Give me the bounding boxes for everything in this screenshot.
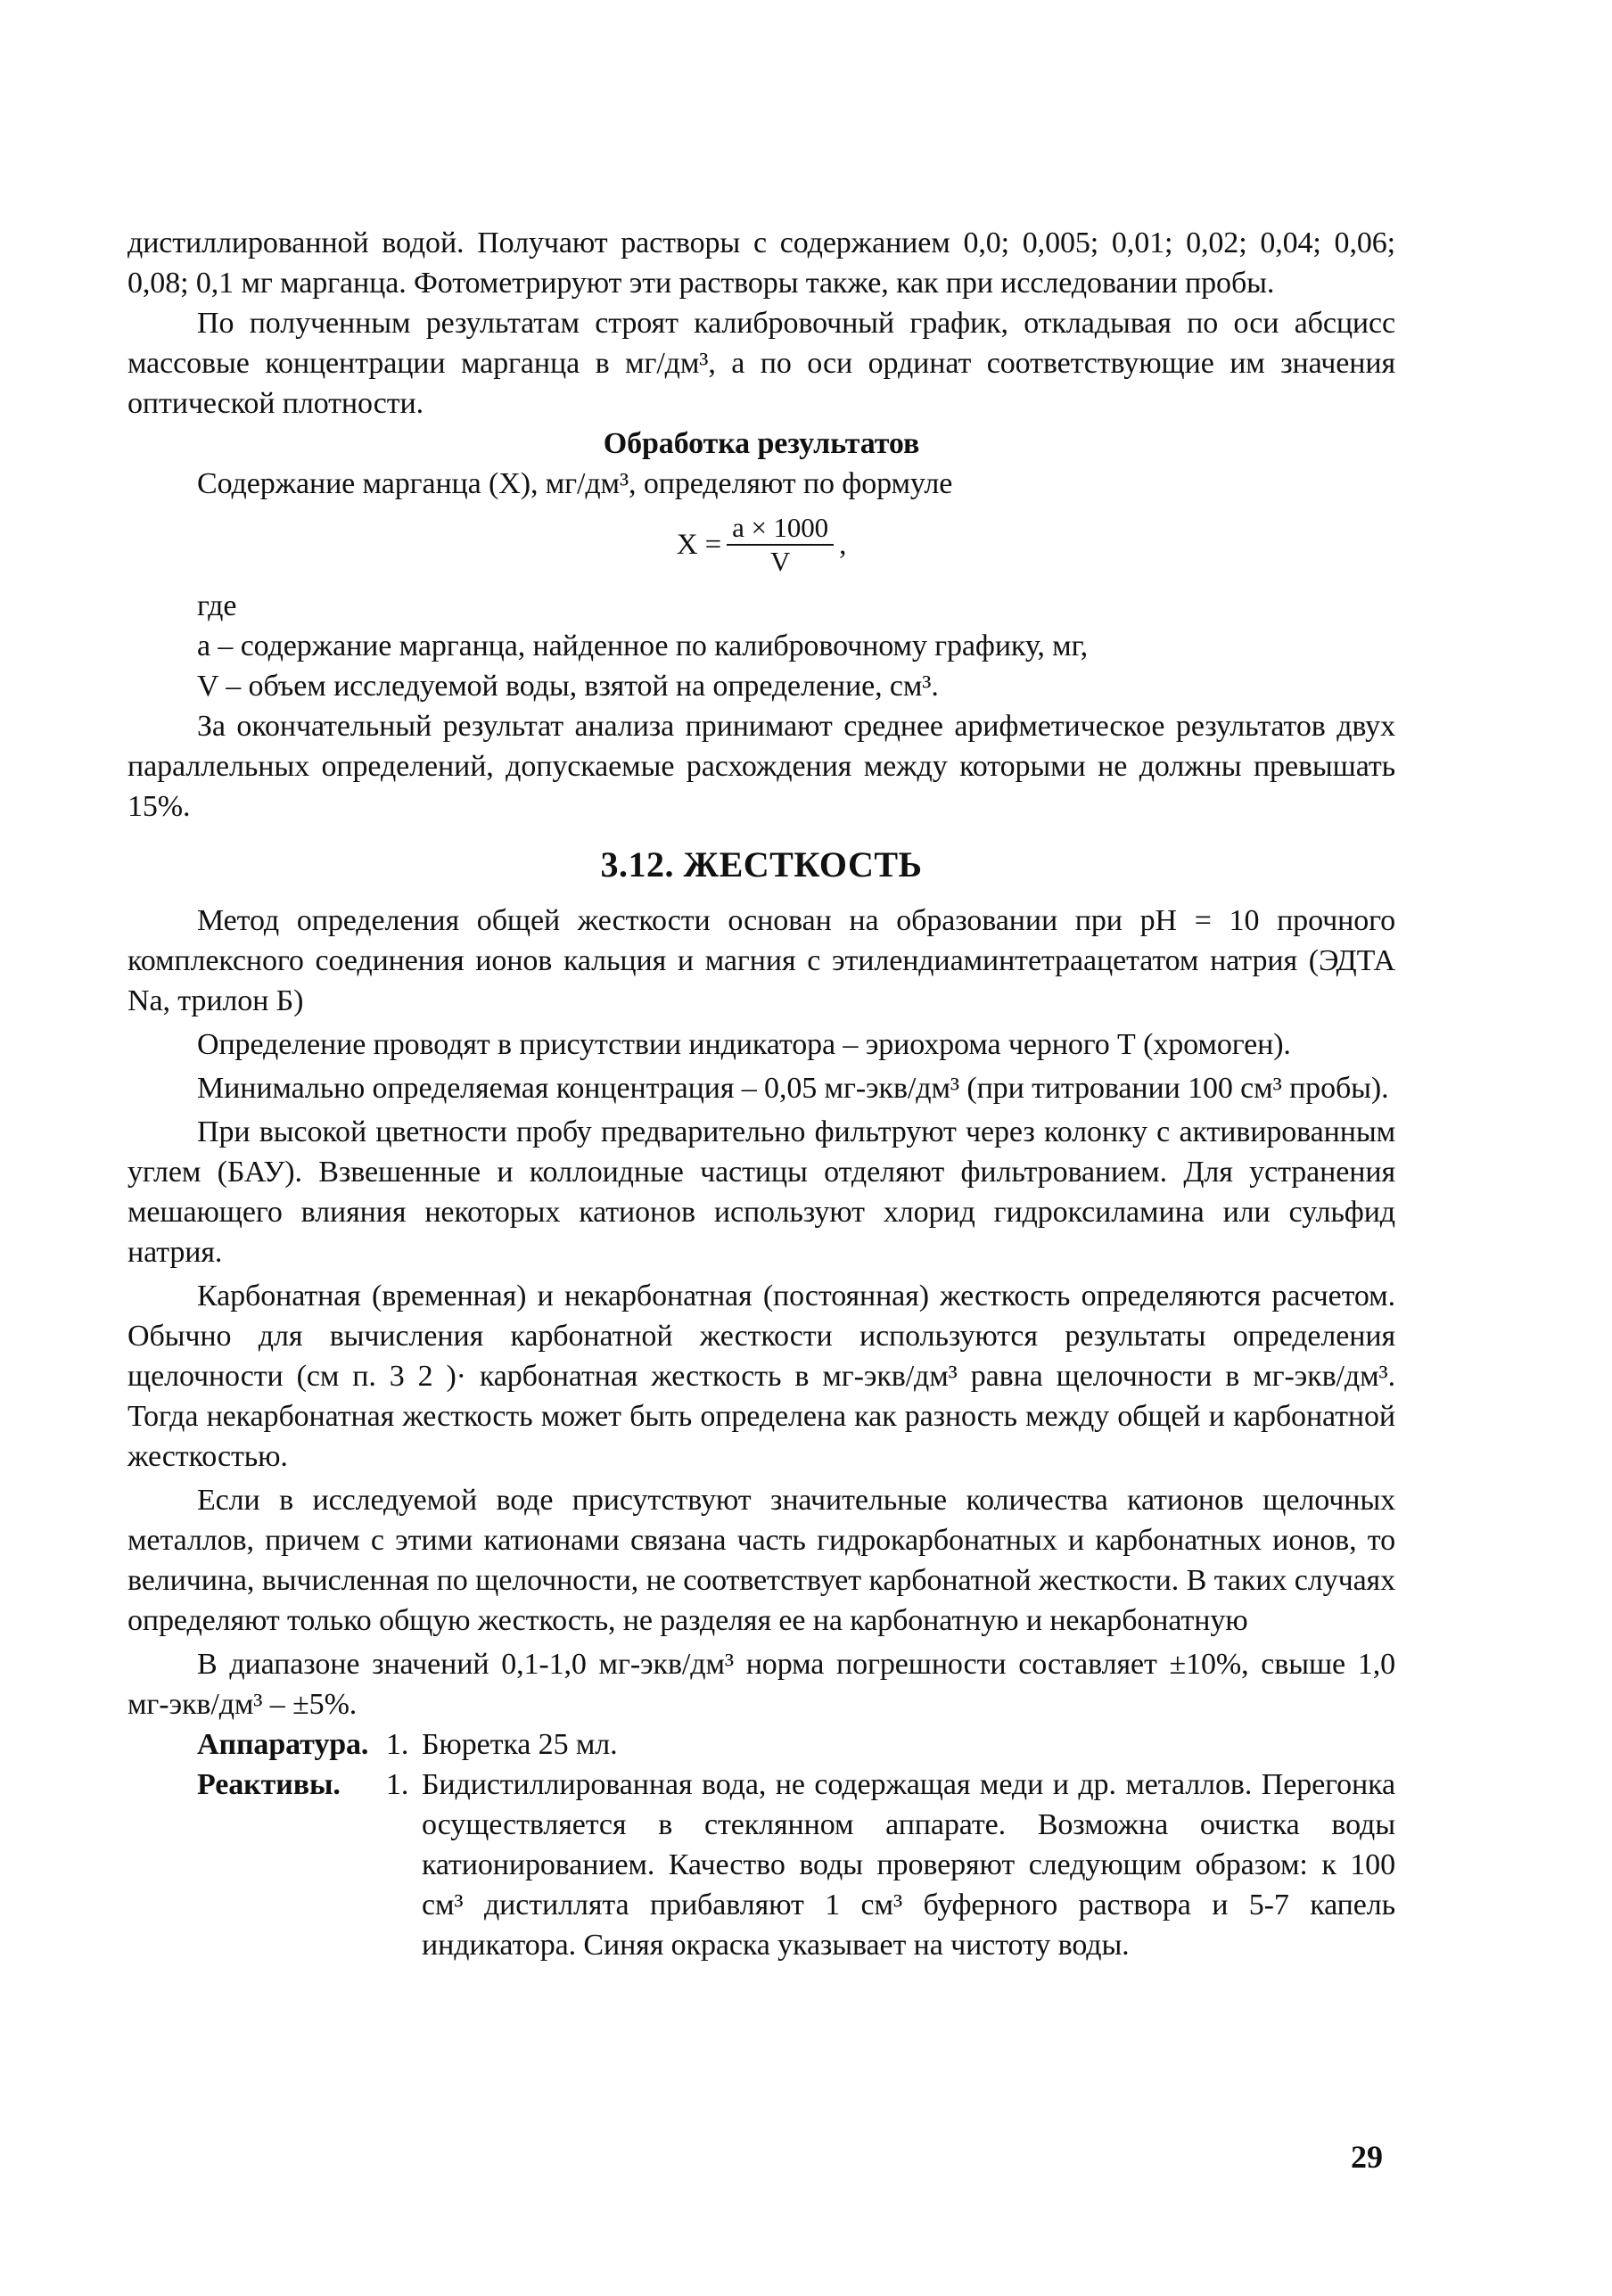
paragraph-indicator: Определение проводят в присутствии индикатора – эриохрома черного Т (хромоген). <box>197 1028 1291 1061</box>
paragraph-calibration-graph: По полученным результатам строят калибровочный график, откладывая по оси абсцисс массовые концентрации марганца в мг/дм³, а по оси ординат соответствующие им значения оптической плотности. <box>127 307 1395 420</box>
paragraph-final-result: За окончательный результат анализа принимают среднее арифметическое результатов двух параллельных определений, допускаемые расхождения между которыми не должны превышать 15%. <box>127 710 1395 823</box>
paragraph-filtration: При высокой цветности пробу предварительно фильтруют через колонку с активированным углем (БАУ). Взвешенные и коллоидные частицы отделяют фильтрованием. Для устранения мешающего влияния некоторых катионов используют хлорид гидроксиламина или сульфид натрия. <box>127 1115 1395 1269</box>
reagents-item-number: 1. <box>386 1768 409 1801</box>
formula-tail: , <box>839 528 847 561</box>
apparatus-item-number: 1. <box>386 1728 409 1761</box>
heading-processing-results: Обработка результатов <box>603 427 920 460</box>
formula-lhs: X = <box>676 528 722 561</box>
paragraph-error-norm: В диапазоне значений 0,1-1,0 мг-экв/дм³ норма погрешности составляет ±10%, свыше 1,0 мг-экв/дм³ – ±5%. <box>127 1648 1395 1721</box>
definition-a: а – содержание марганца, найденное по калибровочному графику, мг, <box>197 630 1088 662</box>
paragraph-alkali-metals: Если в исследуемой воде присутствуют значительные количества катионов щелочных металлов, причем с этими катионами связана часть гидрокарбонатных и карбонатных ионов, то величина, вычисленная по щелочности, не соответствует карбонатной жесткости. В таких случаях определяют только общую жесткость, не разделяя ее на карбонатную и некарбонатную <box>127 1484 1395 1637</box>
formula-numerator: a × 1000 <box>727 512 834 546</box>
formula-manganese <box>127 504 1395 586</box>
paragraph-carbonate-hardness: Карбонатная (временная) и некарбонатная (постоянная) жесткость определяются расчетом. Обычно для вычисления карбонатной жесткости используются результаты определения щелочности (см п. 3 2 )· карбонатная жесткость в мг-экв/дм³ равна щелочности в мг-экв/дм³. Тогда некарбонатная жесткость может быть определена как разность между общей и карбонатной жесткостью. <box>127 1280 1395 1473</box>
apparatus-item-text: Бюретка 25 мл. <box>422 1728 618 1761</box>
paragraph-min-concentration: Минимально определяемая концентрация – 0,05 мг-экв/дм³ (при титровании 100 см³ пробы). <box>197 1072 1389 1105</box>
formula-fraction <box>727 512 834 578</box>
definition-v: V – объем исследуемой воды, взятой на определение, см³. <box>197 670 939 703</box>
reagents-item-text: Бидистиллированная вода, не содержащая меди и др. металлов. Перегонка осуществляется в стеклянном аппарате. Возможна очистка воды катионированием. Качество воды проверяют следующим образом: к 100 см³ дистиллята прибавляют 1 см³ буферного раствора и 5-7 капель индикатора. Синяя окраска указывает на чистоту воды. <box>422 1768 1395 1962</box>
apparatus-label: Аппаратура. <box>197 1728 369 1761</box>
where-label: где <box>197 589 237 622</box>
formula-denominator: V <box>769 546 791 577</box>
apparatus-row <box>127 1724 1395 1765</box>
paragraph-calibration-solutions: дистиллированной водой. Получают растворы с содержанием 0,0; 0,005; 0,01; 0,02; 0,04; 0,06; 0,08; 0,1 мг марганца. Фотометрируют эти растворы также, как при исследовании пробы. <box>127 226 1395 300</box>
page-number: 29 <box>1351 2139 1383 2175</box>
paragraph-method: Метод определения общей жесткости основан на образовании при pH = 10 прочного комплексного соединения ионов кальция и магния с этилендиаминтетраацетатом натрия (ЭДТА Na, трилон Б) <box>127 904 1395 1017</box>
reagents-label: Реактивы. <box>197 1768 341 1801</box>
paragraph-formula-intro: Содержание марганца (Х), мг/дм³, определяют по формуле <box>197 467 953 500</box>
page-content <box>127 223 1395 1965</box>
section-title-hardness: 3.12. ЖЕСТКОСТЬ <box>600 844 923 885</box>
reagents-row <box>127 1765 1395 1965</box>
